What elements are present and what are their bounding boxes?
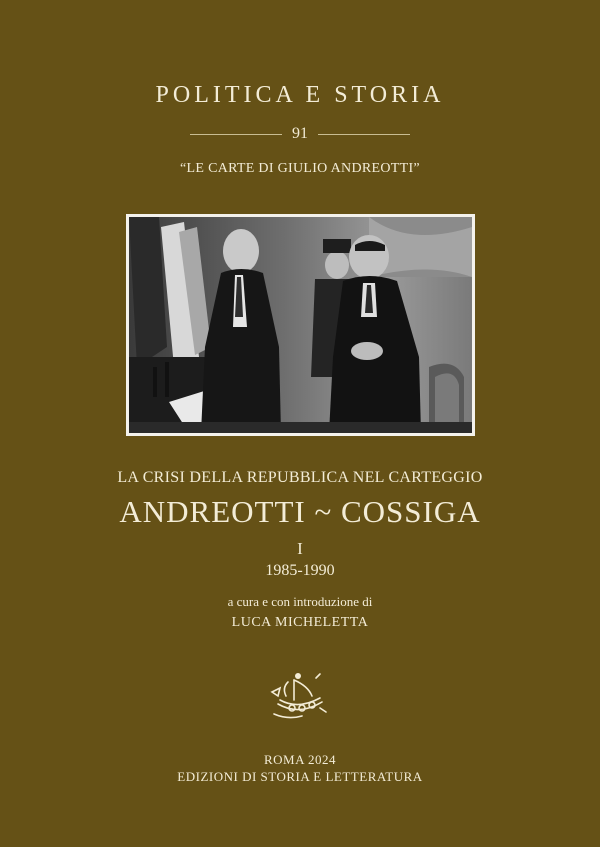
divider-left [190, 134, 282, 135]
editor-intro: a cura e con introduzione di [227, 594, 373, 609]
cover-photo-image [129, 217, 472, 433]
book-title: ANDREOTTI ~ COSSIGA [119, 494, 481, 529]
imprint-place-year: ROMA 2024 [263, 752, 337, 767]
series-subtitle: “LE CARTE DI GIULIO ANDREOTTI” [180, 161, 420, 176]
volume-number: I [297, 539, 303, 558]
book-kicker: LA CRISI DELLA REPUBBLICA NEL CARTEGGIO [117, 469, 483, 486]
series-number: 91 [292, 125, 308, 142]
publisher-name: EDIZIONI DI STORIA E LETTERATURA [177, 769, 423, 784]
editor-name: LUCA MICHELETTA [231, 615, 369, 630]
series-number-row [190, 124, 410, 144]
publisher-ship-logo-icon [268, 670, 330, 722]
year-range: 1985-1990 [265, 562, 335, 579]
divider-right [318, 134, 410, 135]
cover-photo [126, 214, 475, 436]
series-title: POLITICA E STORIA [155, 82, 445, 108]
